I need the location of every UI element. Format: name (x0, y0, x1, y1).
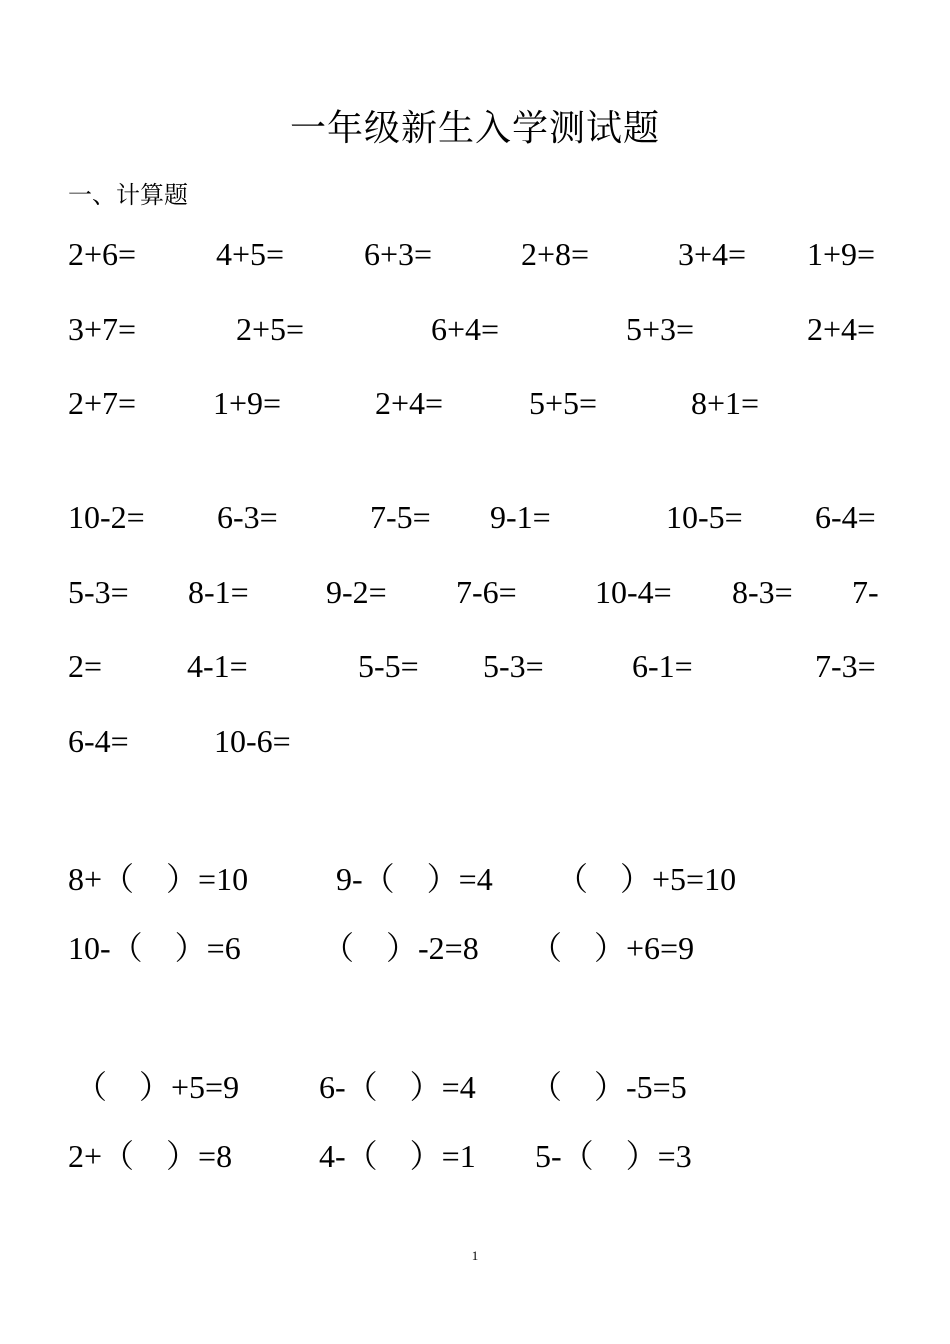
problem: 10-5= (666, 499, 743, 535)
fill-blank-row-3 (0, 1067, 950, 1107)
problem: 6-1= (632, 648, 693, 684)
problem: 6+3= (364, 236, 433, 272)
problem: 7-6= (456, 574, 517, 610)
problem: 5-5= (358, 648, 419, 684)
problem: 5-3= (483, 648, 544, 684)
problem: 6-4= (68, 723, 129, 759)
problem: 2= (68, 648, 103, 684)
problem: 10-6= (214, 723, 291, 759)
problem: 10-4= (595, 574, 672, 610)
subtraction-row-4 (0, 721, 950, 761)
problem: 2+4= (375, 385, 444, 421)
problem: 10-（ ）=6 (68, 930, 241, 966)
problem: 1+9= (807, 236, 876, 272)
problem: 4-1= (187, 648, 248, 684)
problem: 2+7= (68, 385, 137, 421)
problem: 5-3= (68, 574, 129, 610)
fill-blank-row-4 (0, 1136, 950, 1176)
fill-blank-row-2 (0, 928, 950, 968)
problem: 8-1= (188, 574, 249, 610)
subtraction-row-3 (0, 646, 950, 686)
page-title: 一年级新生入学测试题 (289, 108, 660, 148)
problem: 5+3= (626, 311, 695, 347)
problem: 7-3= (815, 648, 876, 684)
problem: 10-2= (68, 499, 145, 535)
section-heading: 一、计算题 (68, 183, 188, 209)
problem: 4+5= (216, 236, 285, 272)
problem: （ ）+5=10 (556, 861, 737, 897)
problem: 9-1= (490, 499, 551, 535)
fill-blank-row-1 (0, 859, 950, 899)
problem: 6+4= (431, 311, 500, 347)
problem: 1+9= (213, 385, 282, 421)
problem: 2+4= (807, 311, 876, 347)
problem: （ ）-5=5 (530, 1069, 687, 1105)
problem: 2+5= (236, 311, 305, 347)
problem: 6-4= (815, 499, 876, 535)
problem: 7-5= (370, 499, 431, 535)
subtraction-row-1 (0, 497, 950, 537)
problem: 8-3= (732, 574, 793, 610)
problem: （ ）+5=9 (75, 1069, 240, 1105)
problem: 2+6= (68, 236, 137, 272)
problem: 5+5= (529, 385, 598, 421)
page-number: 1 (471, 1248, 479, 1263)
problem: 6-3= (217, 499, 278, 535)
subtraction-row-2 (0, 572, 950, 612)
addition-row-1 (0, 234, 950, 274)
problem: 8+（ ）=10 (68, 861, 249, 897)
problem: 6-（ ）=4 (319, 1069, 476, 1105)
problem: （ ）+6=9 (530, 930, 695, 966)
problem: 3+4= (678, 236, 747, 272)
addition-row-2 (0, 309, 950, 349)
problem: 5-（ ）=3 (535, 1138, 692, 1174)
problem: 8+1= (691, 385, 760, 421)
problem: 9-（ ）=4 (336, 861, 493, 897)
problem: 3+7= (68, 311, 137, 347)
problem: 7- (852, 574, 879, 610)
problem: （ ）-2=8 (322, 930, 479, 966)
problem: 9-2= (326, 574, 387, 610)
addition-row-3 (0, 383, 950, 423)
problem: 2+（ ）=8 (68, 1138, 233, 1174)
problem: 4-（ ）=1 (319, 1138, 476, 1174)
problem: 2+8= (521, 236, 590, 272)
